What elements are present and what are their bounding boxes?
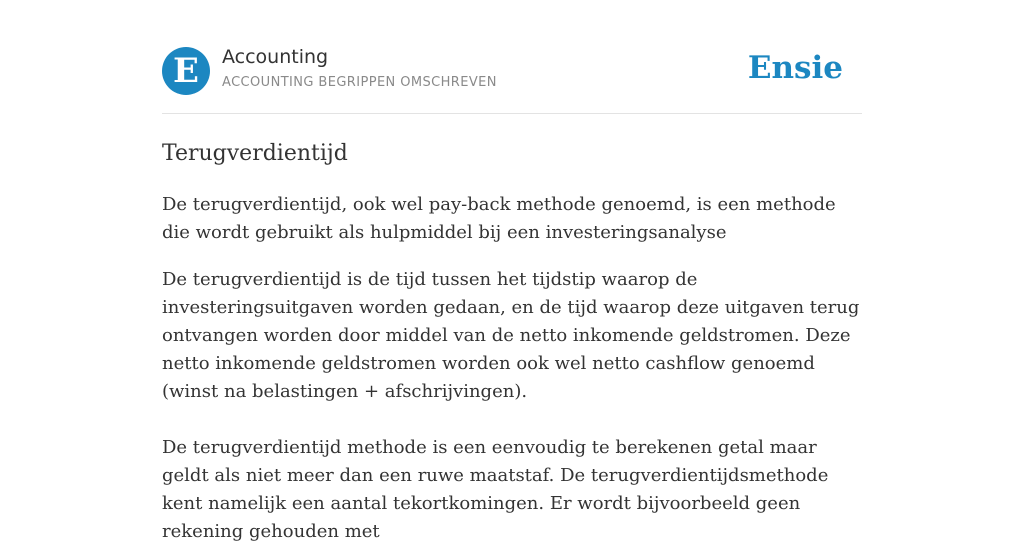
site-title-link[interactable]: Accounting [222,46,329,68]
article-summary: De terugverdientijd, ook wel pay-back methode genoemd, is een methode die wordt gebruikt als hulpmiddel bij een investeringsanalyse [162,194,836,243]
article-title: Terugverdientijd [162,141,348,166]
article [162,140,862,546]
article-paragraph: De terugverdientijd methode is een eenvoudig te berekenen getal maar geldt als niet meer dan een ruwe maatstaf. De terugverdientijdsmethode kent namelijk een aantal tekortkomingen. Er wordt bijvoorbeeld geen rekening gehouden met [162,437,829,542]
ensie-logo-icon[interactable]: E [162,47,210,95]
site-header [162,0,862,114]
page [162,0,862,546]
site-subtitle: ACCOUNTING BEGRIPPEN OMSCHREVEN [222,75,497,90]
ensie-brand-link[interactable]: Ensie [747,50,843,86]
article-paragraph: De terugverdientijd is de tijd tussen het tijdstip waarop de investeringsuitgaven worden gedaan, en de tijd waarop deze uitgaven terug ontvangen worden door middel van de netto inkomende geldstromen. Deze netto inkomende geldstromen worden ook wel netto cashflow genoemd (winst na belastingen + afschrijvingen). [162,269,860,402]
